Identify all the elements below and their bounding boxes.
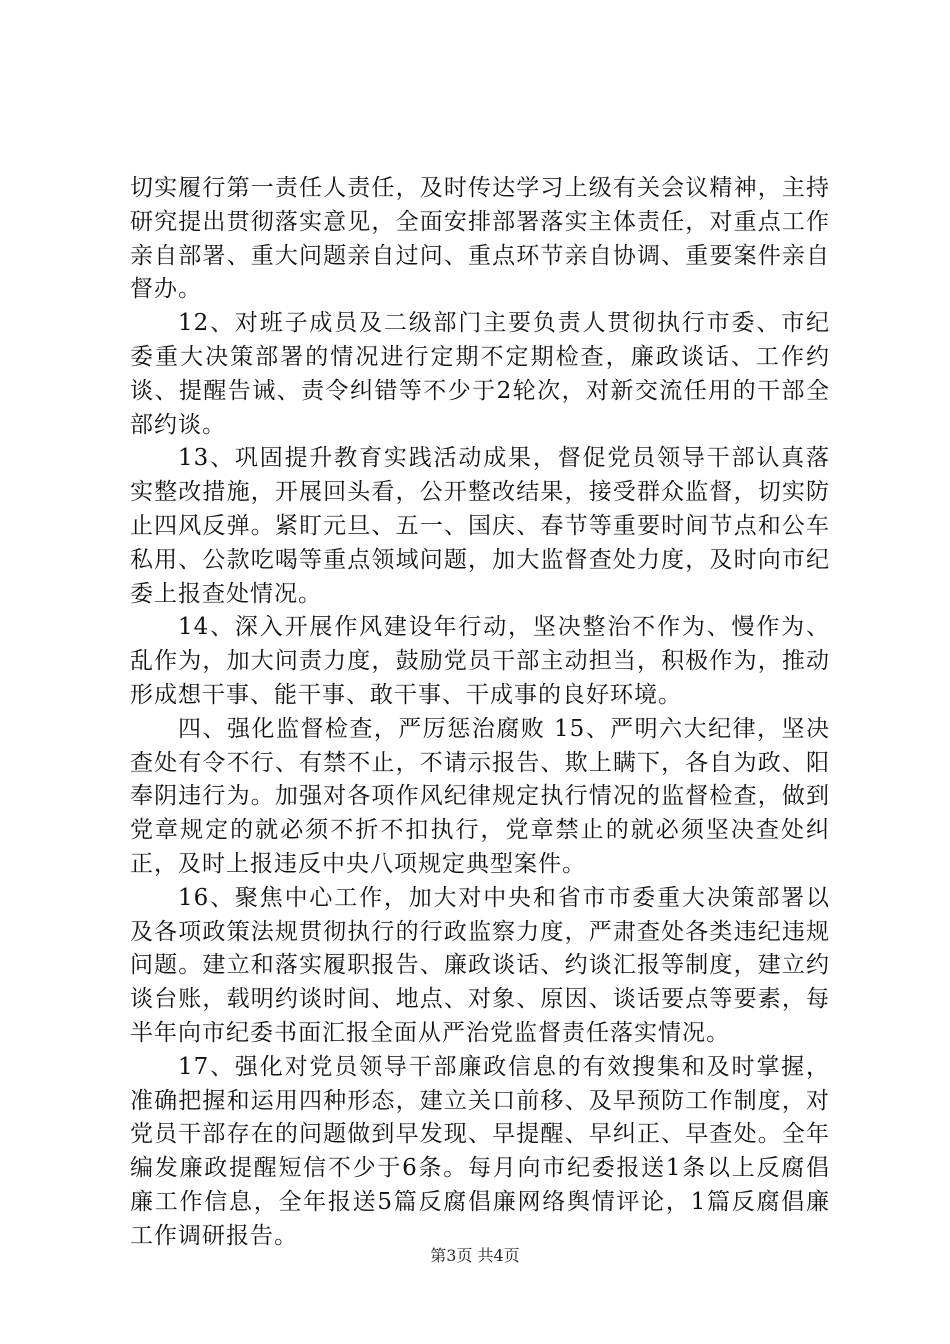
- paragraph-item-12: 12、对班子成员及二级部门主要负责人贯彻执行市委、市纪委重大决策部署的情况进行定期不定期检查，廉政谈话、工作约谈、提醒告诫、责令纠错等不少于2轮次，对新交流任用的干部全部约谈。: [130, 310, 830, 438]
- paragraph-continued: 切实履行第一责任人责任，及时传达学习上级有关会议精神，主持研究提出贯彻落实意见，全面安排部署落实主体责任，对重点工作亲自部署、重大问题亲自过问、重点环节亲自协调、重要案件亲自督办。: [130, 175, 830, 303]
- paragraph-item-17: 17、强化对党员领导干部廉政信息的有效搜集和及时掌握，准确把握和运用四种形态，建立关口前移、及早预防工作制度，对党员干部存在的问题做到早发现、早提醒、早纠正、早查处。全年编发廉政提醒短信不少于6条。每月向市纪委报送1条以上反腐倡廉工作信息，全年报送5篇反腐倡廉网络舆情评论，1篇反腐倡廉工作调研报告。: [130, 1053, 830, 1249]
- paragraph-item-16: 16、聚焦中心工作，加大对中央和省市市委重大决策部署以及各项政策法规贯彻执行的行政监察力度，严肃查处各类违纪违规问题。建立和落实履职报告、廉政谈话、约谈汇报等制度，建立约谈台账，载明约谈时间、地点、对象、原因、谈话要点等要素，每半年向市纪委书面汇报全面从严治党监督责任落实情况。: [130, 884, 830, 1046]
- page-number-footer: 第3页 共4页: [430, 1246, 520, 1265]
- paragraph-item-15: 四、强化监督检查，严厉惩治腐败 15、严明六大纪律，坚决查处有令不行、有禁不止，不请示报告、欺上瞒下，各自为政、阳奉阴违行为。加强对各项作风纪律规定执行情况的监督检查，做到党章规定的就必须不折不扣执行，党章禁止的就必须坚决查处纠正，及时上报违反中央八项规定典型案件。: [130, 715, 830, 877]
- paragraph-item-14: 14、深入开展作风建设年行动，坚决整治不作为、慢作为、乱作为，加大问责力度，鼓励党员干部主动担当，积极作为，推动形成想干事、能干事、敢干事、干成事的良好环境。: [130, 614, 830, 708]
- paragraph-item-13: 13、巩固提升教育实践活动成果，督促党员领导干部认真落实整改措施，开展回头看，公开整改结果，接受群众监督，切实防止四风反弹。紧盯元旦、五一、国庆、春节等重要时间节点和公车私用、公款吃喝等重点领域问题，加大监督查处力度，及时向市纪委上报查处情况。: [130, 445, 830, 607]
- document-body: [130, 172, 830, 1254]
